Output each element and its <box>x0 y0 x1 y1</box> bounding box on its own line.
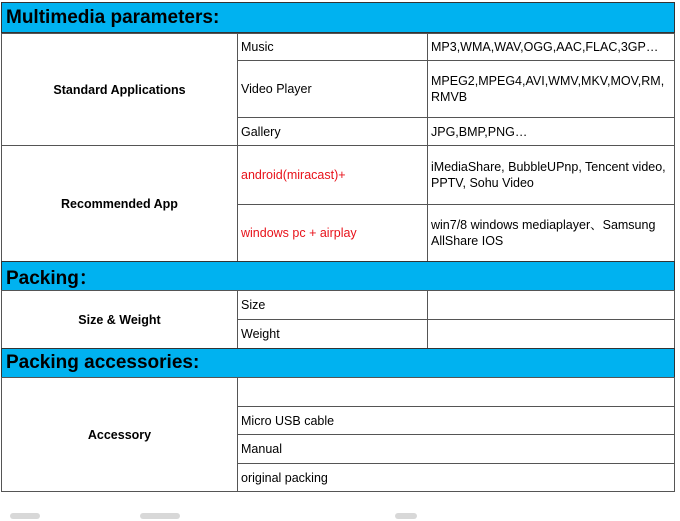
row-name: android(miracast)+ <box>241 168 346 182</box>
cropped-artifact <box>395 513 417 519</box>
row-name: Weight <box>241 327 280 341</box>
row-value: win7/8 windows mediaplayer、Samsung AllShare IOS <box>431 218 656 248</box>
row-name: Video Player <box>241 82 312 96</box>
cropped-artifact <box>10 513 40 519</box>
accessory-label <box>1 377 238 492</box>
row-name: Size <box>241 298 266 312</box>
group-label-text: Size & Weight <box>78 312 161 327</box>
multimedia-title: Multimedia parameters: <box>6 6 220 28</box>
row-name: original packing <box>241 470 328 485</box>
row-name: Gallery <box>241 124 281 139</box>
accessory-row-empty <box>237 377 675 407</box>
bottom-margin <box>0 505 680 521</box>
row-name: Micro USB cable <box>241 413 335 428</box>
size-weight-label <box>1 290 238 349</box>
android-miracast-value <box>427 145 675 205</box>
weight-value <box>427 319 675 349</box>
accessories-section-header <box>1 348 675 378</box>
cropped-artifact <box>140 513 180 519</box>
weight-label <box>237 319 428 349</box>
video-player-label <box>237 60 428 118</box>
group-label-text: Standard Applications <box>53 82 186 97</box>
row-value: MPEG2,MPEG4,AVI,WMV,MKV,MOV,RM, RMVB <box>431 74 665 104</box>
accessory-manual <box>237 434 675 464</box>
size-value <box>427 290 675 320</box>
video-player-value <box>427 60 675 118</box>
recommended-app-label <box>1 145 238 262</box>
windows-airplay-value <box>427 204 675 262</box>
size-label <box>237 290 428 320</box>
group-label-text: Recommended App <box>61 196 178 211</box>
accessory-original-packing <box>237 463 675 492</box>
row-name: Music <box>241 40 274 54</box>
accessories-title: Packing accessories: <box>6 352 200 373</box>
standard-applications-label <box>1 33 238 146</box>
android-miracast-label <box>237 145 428 205</box>
music-value <box>427 33 675 61</box>
packing-title: Packing： <box>6 267 98 289</box>
row-value: iMediaShare, BubbleUPnp, Tencent video, PPTV, Sohu Video <box>431 160 666 190</box>
windows-airplay-label <box>237 204 428 262</box>
row-name: windows pc + airplay <box>241 226 357 240</box>
gallery-label <box>237 117 428 146</box>
group-label-text: Accessory <box>87 427 152 442</box>
music-label <box>237 33 428 61</box>
gallery-value <box>427 117 675 146</box>
row-name: Manual <box>241 442 282 456</box>
accessory-micro-usb <box>237 406 675 435</box>
row-value: JPG,BMP,PNG… <box>431 124 528 139</box>
multimedia-section-header <box>1 2 675 33</box>
packing-section-header <box>1 261 675 291</box>
row-value: MP3,WMA,WAV,OGG,AAC,FLAC,3GP… <box>431 40 659 54</box>
